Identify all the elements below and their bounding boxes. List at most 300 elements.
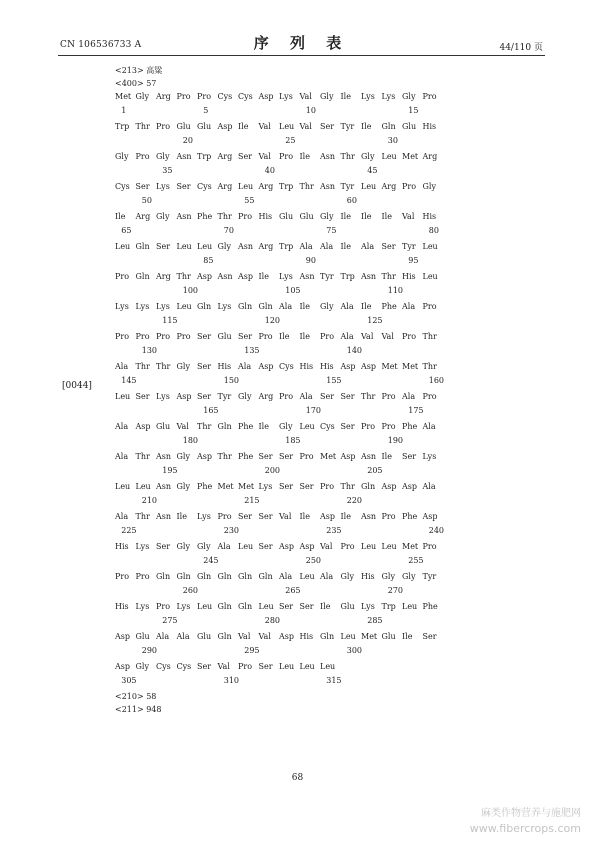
- residue: Asp: [135, 422, 151, 431]
- residue: His: [115, 542, 129, 551]
- residue: Gly: [217, 242, 231, 251]
- residue: Ala: [279, 572, 293, 581]
- residue: Lys: [258, 482, 273, 491]
- sequence-block: [115, 630, 445, 660]
- residue: His: [402, 272, 416, 281]
- residue: Ser: [238, 512, 253, 521]
- residue: Gly: [340, 572, 354, 581]
- page-counter: 44/110 页: [499, 43, 543, 53]
- residue: Leu: [115, 392, 131, 401]
- position-number: 1: [121, 106, 127, 115]
- residue: Ser: [238, 152, 253, 161]
- residue: Thr: [176, 272, 191, 281]
- residue: Leu: [279, 122, 295, 131]
- residue: Asp: [340, 452, 356, 461]
- residue: Asp: [197, 452, 213, 461]
- residue: Met: [402, 362, 419, 371]
- residue: Leu: [176, 302, 192, 311]
- position-number: 145: [121, 376, 137, 385]
- residue: Thr: [340, 152, 355, 161]
- residue: Gly: [279, 422, 293, 431]
- residue: Pro: [135, 572, 150, 581]
- residue: Arg: [258, 392, 274, 401]
- residue: Asp: [299, 542, 315, 551]
- residue: Pro: [320, 332, 335, 341]
- position-number: 235: [326, 526, 342, 535]
- residue: Leu: [258, 602, 274, 611]
- position-number: 295: [244, 646, 260, 655]
- residue: Gln: [320, 632, 335, 641]
- residue: Thr: [135, 122, 150, 131]
- residue: Gly: [381, 572, 395, 581]
- residue: Ser: [340, 392, 355, 401]
- residue: Trp: [197, 152, 212, 161]
- residue: Ser: [279, 452, 294, 461]
- residue: Ile: [381, 452, 392, 461]
- position-number: 165: [203, 406, 219, 415]
- residue: Thr: [299, 182, 314, 191]
- position-number: 310: [223, 676, 240, 685]
- residue: Thr: [135, 452, 150, 461]
- residue: Ile: [279, 332, 290, 341]
- position-number: 130: [141, 346, 158, 355]
- sequence-block: [115, 90, 445, 120]
- residue: Pro: [279, 392, 294, 401]
- residue: Ser: [279, 602, 294, 611]
- residue: His: [217, 362, 232, 371]
- residue: Ala: [402, 392, 416, 401]
- position-number: 300: [346, 646, 363, 655]
- residue: His: [422, 122, 437, 131]
- residue: Phe: [422, 602, 438, 611]
- residue: Cys: [115, 182, 130, 191]
- header-rule: [58, 55, 545, 56]
- residue: Leu: [238, 182, 254, 191]
- residue: Val: [176, 422, 189, 431]
- residue: Ala: [361, 242, 375, 251]
- position-number: 65: [121, 226, 132, 235]
- sequence-block: [115, 390, 445, 420]
- residue: Pro: [381, 512, 396, 521]
- residue: Leu: [135, 482, 151, 491]
- position-number: 200: [264, 466, 281, 475]
- residue: Asp: [115, 632, 131, 641]
- residue: Lys: [156, 182, 170, 191]
- residue: His: [422, 212, 437, 221]
- residue: Ser: [156, 242, 171, 251]
- residue: Glu: [402, 122, 417, 131]
- residue: Asp: [258, 362, 274, 371]
- residue: Pro: [320, 482, 335, 491]
- position-number: 60: [346, 196, 357, 205]
- sequence-block: [115, 660, 445, 690]
- residue: Ser: [197, 332, 212, 341]
- residue: Arg: [381, 182, 397, 191]
- residue: Ser: [320, 122, 335, 131]
- residue: Pro: [115, 272, 130, 281]
- residue: Ala: [176, 632, 190, 641]
- residue: Asp: [361, 362, 377, 371]
- residue: Ser: [197, 662, 212, 671]
- residue: Leu: [197, 242, 213, 251]
- position-number: 230: [223, 526, 240, 535]
- residue: Asn: [156, 482, 172, 491]
- residue: Leu: [361, 182, 377, 191]
- residue: Pro: [340, 542, 355, 551]
- residue: Ala: [340, 332, 354, 341]
- residue: Ser: [135, 182, 150, 191]
- position-number: 140: [346, 346, 363, 355]
- residue: His: [361, 572, 375, 581]
- residue: Ile: [258, 272, 269, 281]
- page-header: [60, 30, 543, 56]
- residue: Ala: [217, 542, 231, 551]
- residue: Lys: [135, 302, 150, 311]
- residue: Ala: [115, 422, 129, 431]
- sequence-block: [115, 300, 445, 330]
- position-number: 265: [285, 586, 301, 595]
- sequence-tag: <213> 高粱: [115, 66, 163, 75]
- position-number: 35: [162, 166, 173, 175]
- sequence-block: [115, 270, 445, 300]
- residue: Ala: [402, 302, 416, 311]
- residue: Thr: [156, 362, 171, 371]
- sequence-tag: <400> 57: [115, 79, 157, 88]
- residue: Thr: [422, 362, 437, 371]
- residue: Val: [258, 632, 271, 641]
- residue: Ser: [299, 482, 314, 491]
- residue: Lys: [115, 302, 129, 311]
- residue: Ile: [115, 212, 126, 221]
- residue: His: [320, 362, 334, 371]
- residue: Ala: [340, 302, 354, 311]
- residue: Gly: [361, 152, 375, 161]
- residue: Lys: [361, 602, 375, 611]
- residue: Gln: [217, 632, 232, 641]
- residue: His: [299, 632, 314, 641]
- residue: Gln: [135, 242, 150, 251]
- residue: Arg: [217, 182, 233, 191]
- residue: His: [299, 362, 314, 371]
- residue: Leu: [115, 242, 131, 251]
- position-number: 55: [244, 196, 255, 205]
- residue: Ala: [115, 362, 129, 371]
- residue: Lys: [197, 512, 211, 521]
- residue: Leu: [402, 602, 418, 611]
- residue: Asn: [320, 152, 336, 161]
- residue: Gly: [176, 452, 190, 461]
- residue: Gly: [176, 362, 190, 371]
- position-number: 120: [264, 316, 281, 325]
- watermark-url: www.fibercrops.com: [469, 822, 581, 835]
- position-number: 105: [285, 286, 301, 295]
- page-title: 序 列 表: [253, 34, 350, 52]
- sequence-block: [115, 150, 445, 180]
- sequence-block: [115, 540, 445, 570]
- residue: Ser: [258, 542, 273, 551]
- residue: Glu: [197, 122, 212, 131]
- residue: Lys: [135, 602, 150, 611]
- residue: Arg: [258, 182, 274, 191]
- position-number: 135: [244, 346, 260, 355]
- residue: Gln: [156, 572, 171, 581]
- residue: Gln: [217, 422, 232, 431]
- position-number: 220: [346, 496, 363, 505]
- residue: Ala: [299, 392, 313, 401]
- residue: Lys: [176, 602, 191, 611]
- residue: Pro: [422, 392, 437, 401]
- residue: Gln: [217, 572, 232, 581]
- residue: Leu: [422, 242, 438, 251]
- residue: Gly: [135, 92, 149, 101]
- residue: Leu: [279, 662, 295, 671]
- residue: Ser: [258, 452, 273, 461]
- residue: Met: [361, 632, 378, 641]
- residue: Pro: [381, 392, 396, 401]
- residue: Ile: [299, 152, 310, 161]
- residue: Ala: [422, 482, 436, 491]
- residue: Pro: [422, 542, 437, 551]
- position-number: 305: [121, 676, 137, 685]
- residue: Arg: [156, 92, 171, 101]
- residue: Thr: [422, 332, 437, 341]
- position-number: 85: [203, 256, 214, 265]
- residue: Ser: [340, 422, 355, 431]
- residue: His: [258, 212, 273, 221]
- residue: Arg: [135, 212, 151, 221]
- residue: Asn: [156, 452, 172, 461]
- residue: Met: [402, 542, 419, 551]
- position-number: 110: [387, 286, 404, 295]
- residue: Ala: [320, 572, 334, 581]
- residue: Val: [299, 122, 312, 131]
- residue: Asp: [217, 122, 233, 131]
- position-number: 40: [264, 166, 275, 175]
- position-number: 95: [408, 256, 419, 265]
- residue: Pro: [115, 572, 130, 581]
- residue: Glu: [279, 212, 294, 221]
- residue: Lys: [217, 302, 232, 311]
- paragraph-number: [0044]: [62, 381, 92, 391]
- watermark-site-name: 麻类作物营养与施肥网: [481, 808, 581, 819]
- residue: Ser: [299, 602, 314, 611]
- residue: Thr: [135, 362, 150, 371]
- residue: Met: [320, 452, 337, 461]
- position-number: 245: [203, 556, 219, 565]
- patent-number: CN 106536733 A: [60, 40, 142, 50]
- residue: Thr: [217, 452, 232, 461]
- residue: Asp: [238, 272, 254, 281]
- residue: Glu: [176, 122, 191, 131]
- residue: Leu: [238, 542, 254, 551]
- position-number: 90: [305, 256, 316, 265]
- position-number: 240: [428, 526, 445, 535]
- residue: Glu: [156, 422, 171, 431]
- residue: Ser: [279, 482, 294, 491]
- residue: Asp: [176, 392, 192, 401]
- page-number: 68: [291, 773, 304, 783]
- sequence-block: [115, 180, 445, 210]
- residue: Val: [381, 332, 394, 341]
- residue: Thr: [361, 392, 376, 401]
- position-number: 260: [182, 586, 199, 595]
- residue: Tyr: [422, 572, 437, 581]
- residue: Ala: [156, 632, 170, 641]
- residue: Ala: [115, 452, 129, 461]
- residue: Ile: [320, 602, 331, 611]
- residue: Trp: [279, 242, 294, 251]
- residue: Asp: [320, 512, 336, 521]
- residue: Gln: [361, 482, 376, 491]
- residue: Gln: [238, 572, 253, 581]
- residue: Phe: [238, 422, 254, 431]
- residue: Gln: [197, 572, 212, 581]
- residue: Asn: [320, 182, 336, 191]
- residue: Ile: [340, 512, 351, 521]
- position-number: 20: [182, 136, 193, 145]
- residue: Gln: [258, 302, 273, 311]
- residue: Phe: [238, 452, 254, 461]
- residue: Met: [115, 92, 132, 101]
- residue: Ile: [299, 302, 310, 311]
- residue: Ser: [238, 332, 253, 341]
- residue: Ser: [135, 392, 150, 401]
- residue: Trp: [279, 182, 294, 191]
- sequence-block: [115, 450, 445, 480]
- position-number: 15: [408, 106, 419, 115]
- position-number: 45: [367, 166, 378, 175]
- residue: Ile: [299, 332, 310, 341]
- residue: Leu: [299, 422, 315, 431]
- residue: Asn: [361, 512, 377, 521]
- residue: Pro: [381, 422, 396, 431]
- residue: Pro: [258, 332, 273, 341]
- residue: Cys: [238, 92, 253, 101]
- sequence-block: [115, 510, 445, 540]
- residue: Pro: [279, 152, 294, 161]
- residue: Pro: [238, 662, 253, 671]
- residue: Cys: [156, 662, 171, 671]
- residue: Ile: [238, 122, 249, 131]
- residue: Pro: [402, 182, 417, 191]
- residue: Leu: [361, 542, 377, 551]
- residue: Glu: [135, 632, 150, 641]
- position-number: 225: [121, 526, 137, 535]
- position-number: 275: [162, 616, 178, 625]
- residue: Pro: [238, 212, 253, 221]
- residue: Pro: [299, 452, 314, 461]
- residue: Glu: [381, 632, 396, 641]
- residue: Gly: [238, 392, 252, 401]
- position-number: 250: [305, 556, 322, 565]
- residue: Cys: [217, 92, 233, 101]
- residue: Ile: [340, 92, 351, 101]
- residue: Pro: [156, 602, 171, 611]
- residue: Cys: [197, 182, 212, 191]
- residue: Lys: [381, 92, 396, 101]
- residue: Trp: [115, 122, 130, 131]
- residue: Leu: [299, 662, 315, 671]
- residue: Arg: [217, 152, 233, 161]
- residue: Gly: [320, 92, 334, 101]
- residue: Pro: [156, 122, 171, 131]
- sequence-block: [115, 210, 445, 240]
- residue: Ser: [381, 242, 396, 251]
- residue: Ile: [258, 422, 269, 431]
- residue: Lys: [361, 92, 375, 101]
- position-number: 210: [141, 496, 158, 505]
- residue: Leu: [115, 482, 131, 491]
- residue: Leu: [320, 662, 336, 671]
- sequence-blocks: [115, 90, 445, 690]
- residue: Pro: [176, 332, 191, 341]
- residue: Tyr: [217, 392, 232, 401]
- residue: Thr: [197, 422, 212, 431]
- sequence-block: [115, 330, 445, 360]
- residue: Met: [402, 152, 419, 161]
- residue: Val: [258, 152, 271, 161]
- residue: Ser: [258, 512, 273, 521]
- residue: Ile: [361, 212, 372, 221]
- residue: Asn: [176, 212, 192, 221]
- residue: Gln: [258, 572, 273, 581]
- position-number: 5: [203, 106, 209, 115]
- residue: Ala: [320, 242, 334, 251]
- residue: Ala: [115, 512, 129, 521]
- position-number: 185: [285, 436, 301, 445]
- residue: Asn: [299, 272, 315, 281]
- position-number: 150: [223, 376, 240, 385]
- residue: Thr: [340, 482, 355, 491]
- residue: Val: [320, 542, 333, 551]
- sequence-block: [115, 240, 445, 270]
- residue: Gly: [197, 542, 211, 551]
- residue: Lys: [156, 392, 170, 401]
- residue: Pro: [361, 422, 376, 431]
- residue: Gly: [402, 572, 416, 581]
- residue: Met: [217, 482, 234, 491]
- position-number: 195: [162, 466, 178, 475]
- residue: Lys: [135, 542, 150, 551]
- position-number: 25: [285, 136, 296, 145]
- residue: Asn: [217, 272, 233, 281]
- position-number: 30: [387, 136, 398, 145]
- residue: Ser: [197, 362, 212, 371]
- residue: Val: [402, 212, 415, 221]
- residue: Pro: [422, 92, 437, 101]
- residue: Ile: [340, 242, 351, 251]
- residue: Gly: [135, 662, 149, 671]
- residue: Cys: [176, 662, 192, 671]
- residue: Arg: [422, 152, 438, 161]
- residue: Gly: [422, 182, 436, 191]
- position-number: 280: [264, 616, 281, 625]
- residue: Val: [299, 92, 312, 101]
- residue: Gly: [402, 92, 416, 101]
- residue: Phe: [197, 212, 213, 221]
- residue: Pro: [135, 152, 150, 161]
- residue: Gly: [320, 302, 334, 311]
- residue: Ala: [238, 362, 252, 371]
- residue: Ile: [340, 212, 351, 221]
- residue: Gly: [176, 542, 190, 551]
- residue: Gln: [238, 602, 253, 611]
- residue: Ser: [176, 182, 191, 191]
- residue: Asp: [197, 272, 213, 281]
- sequence-block: [115, 570, 445, 600]
- residue: Gly: [115, 152, 129, 161]
- residue: Arg: [156, 272, 171, 281]
